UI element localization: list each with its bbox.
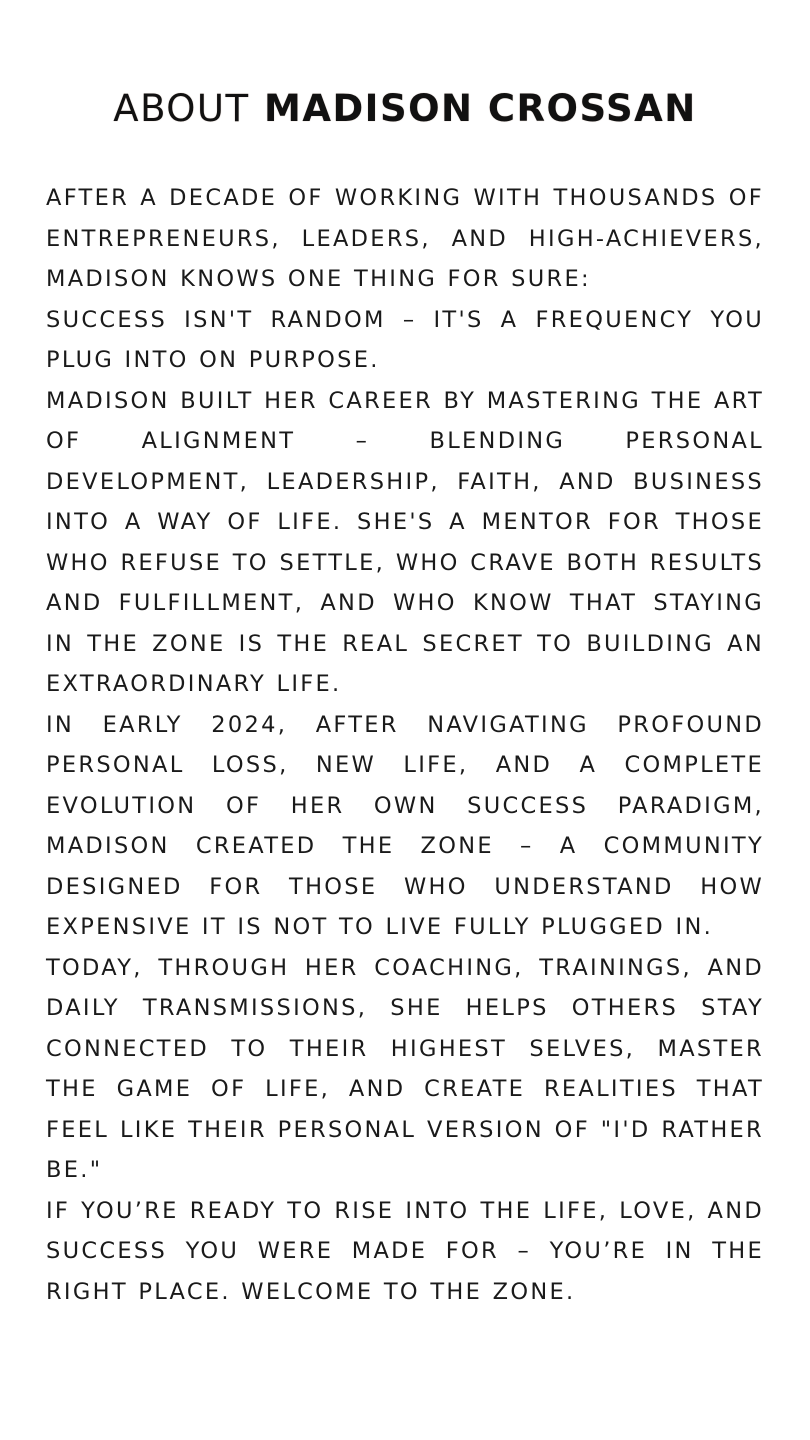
paragraph-welcome: IF YOU’RE READY TO RISE INTO THE LIFE, LOVE, AND SUCCESS YOU WERE MADE FOR – YOU’RE IN THE RIGHT PLACE. WELCOME TO THE ZONE. (46, 1197, 764, 1305)
paragraph-today: TODAY, THROUGH HER COACHING, TRAININGS, AND DAILY TRANSMISSIONS, SHE HELPS OTHERS STAY CONNECTED TO THEIR HIGHEST SELVES, MASTER THE GAME OF LIFE, AND CREATE REALITIES THAT FEEL LIKE THEIR PERSONAL VERSION OF "I'D RATHER BE." (46, 954, 764, 1183)
paragraph-career: MADISON BUILT HER CAREER BY MASTERING THE ART OF ALIGNMENT – BLENDING PERSONAL DEVELOPMENT, LEADERSHIP, FAITH, AND BUSINESS INTO A WAY OF LIFE. SHE'S A MENTOR FOR THOSE WHO REFUSE TO SETTLE, WHO CRAVE BOTH RESULTS AND FULFILLMENT, AND WHO KNOW THAT STAYING IN THE ZONE IS THE REAL SECRET TO BUILDING AN EXTRAORDINARY LIFE. (46, 387, 764, 697)
paragraph-the-zone-origin: IN EARLY 2024, AFTER NAVIGATING PROFOUND PERSONAL LOSS, NEW LIFE, AND A COMPLETE EVOLUTION OF HER OWN SUCCESS PARADIGM, MADISON CREATED THE ZONE – A COMMUNITY DESIGNED FOR THOSE WHO UNDERSTAND HOW EXPENSIVE IT IS NOT TO LIVE FULLY PLUGGED IN. (46, 711, 764, 940)
title-name: MADISON CROSSAN (264, 86, 697, 130)
paragraph-intro: AFTER A DECADE OF WORKING WITH THOUSANDS OF ENTREPRENEURS, LEADERS, AND HIGH-ACHIEVERS, MADISON KNOWS ONE THING FOR SURE: (46, 185, 764, 292)
paragraph-success-frequency: SUCCESS ISN'T RANDOM – IT'S A FREQUENCY YOU PLUG INTO ON PURPOSE. (46, 306, 764, 373)
title-prefix: ABOUT (113, 86, 250, 130)
about-body (46, 178, 764, 1312)
page-title (0, 87, 810, 131)
